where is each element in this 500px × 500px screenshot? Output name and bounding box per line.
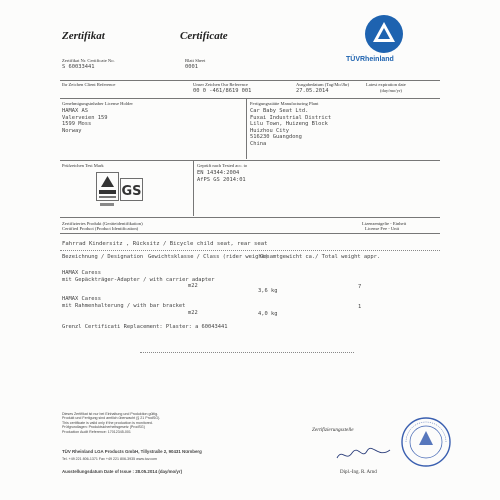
plant-line: Fuxai Industrial District [250,114,332,121]
title-de: Zertifikat [62,30,105,42]
product-row-name: HAMAX Caress [62,270,101,276]
divider [246,99,247,159]
company-address: TÜV Rheinland LGA Products GmbH, Tillystraße 2, 90431 Nürnberg [62,449,202,454]
divider [60,80,440,81]
product-row-weight: 3,6 kg [258,288,278,294]
fine-print-line: Prüfgrundlagen: Produktsicherheitsgesetz (ProdSG) [62,425,145,430]
holder-line: Norway [62,127,82,134]
certified-product-label-de: Zertifiziertes Produkt (Geräteidentifikation) [62,221,143,226]
signatory-name: Dipl.-Ing. R. Arnd [340,470,377,475]
plant-line: Lilu Town, Huizeng Block [250,121,328,128]
product-title: Fahrrad Kindersitz , Rücksitz / Bicycle child seat, rear seat [62,241,268,247]
product-row-sub: mit Rahmenhalterung / with bar bracket [62,302,186,309]
standard-line: AfPS GS 2014:01 [197,177,246,183]
certified-product-label-en: Certified Product (Product Identification) [62,226,139,231]
latest-expiration-sub: (day/mo/yr) [380,88,402,93]
cert-no-label: Zertifikat Nr. Certificate No. [62,58,115,63]
company-contact: Tel. +49 221 806-1371 Fax +49 221 806-3935 www.tuv.com [62,457,158,461]
certification-body-label: Zertifizierungsstelle [312,427,354,433]
divider [193,161,194,216]
divider [60,250,440,251]
tuv-logo-icon [364,14,404,54]
latest-expiration-label: Latest expiration date [366,82,406,87]
date-of-issue: Ausstellungsdatum Date of Issue : 28.05.2014 (day/mo/yr) [62,469,183,474]
sheet-value: 0001 [185,64,198,70]
test-mark-label: Prüfzeichen Test Mark [62,163,104,168]
divider [60,233,440,234]
standard-line: EN 14344:2004 [197,170,240,176]
column-header: Gewichtsklasse / Class (rider weight) [148,254,269,260]
brand-name: TÜVRheinland [346,56,394,63]
client-reference-label: Ihr Zeichen Client Reference [62,82,116,87]
fine-print-line: This certificate is valid only if the production is monitored. [62,420,153,425]
divider [140,352,354,353]
divider [60,217,440,218]
product-row-class: m22 [188,310,198,316]
column-header: Bezeichnung / Designation [62,254,144,260]
product-row-weight: 4,0 kg [258,311,278,317]
column-header: Gesamtgewicht ca./ Total weight appr. [260,254,381,260]
plant-line: Car Baby Seat Ltd. [250,108,309,114]
divider [60,98,440,99]
divider [60,160,440,161]
cert-no: S 60033441 [62,64,95,70]
product-row-fee: 7 [358,284,362,290]
signature-icon [334,444,394,464]
product-row-name: HAMAX Caress [62,296,101,302]
license-holder-label: Genehmigungsinhaber License Holder [62,101,133,106]
replacement-note: Grenzl Certificati Replacement: Plaster: a 60043441 [62,324,228,330]
plant-line: Huizhou City [250,127,289,134]
license-fee-label-en: License Fee - Unit [365,226,400,231]
fine-print-line: Dieses Zertifikat ist nur bei Einhaltung und Produktion gültig. [62,412,159,416]
product-row-fee: 1 [358,304,362,310]
holder-line: HAMAX AS [62,108,88,114]
issue-date: 27.05.2014 [296,88,329,94]
sheet-label: Blatt Sheet [185,58,206,63]
holder-line: 1599 Moss [62,121,92,128]
stamp-icon [400,416,452,468]
fine-print-line: Production Audit Reference: 17012345-001 [62,429,131,434]
product-row-sub: mit Gepäckträger-Adapter / with carrier adapter [62,276,215,283]
title-en: Certificate [180,30,228,42]
svg-text:GS: GS [121,184,142,199]
product-row-class: m22 [188,283,198,289]
issue-date-label: Ausgabedatum (Tag/Mo/Jhr) [296,82,350,87]
plant-line: China [250,141,267,147]
tested-acc-label: Geprüft nach Tested acc. to [197,163,248,168]
manufacturing-plant-label: Fertigungsstätte Manufacturing Plant [250,101,319,106]
plant-line: 516230 Guangdong [250,134,302,141]
fine-print-line: Produkt und Fertigung sind amtlich überwacht (§ 21 ProdSG). [62,416,161,421]
our-reference-label: Unser Zeichen Our Reference [193,82,248,87]
test-mark-icon [96,172,144,212]
license-fee-label-de: Lizenzentgelte - Einheit [362,221,407,226]
holder-line: Valerveien 159 [62,114,108,121]
our-reference: 00 0 -461/8619 001 [193,88,252,94]
